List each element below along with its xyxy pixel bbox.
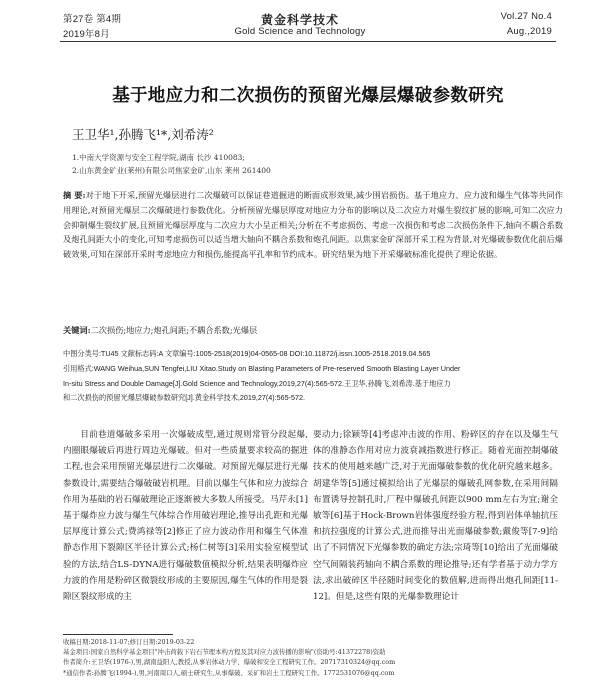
footnote-received: 收稿日期:2018-11-07;修订日期:2019-03-22 [63, 638, 195, 646]
footnote-funding: 基金项目:国家自然科学基金项目"冲击荷载下岩石节理本构方程及其对应力波传播的影响"(资助号:41372278)资助 [63, 648, 386, 657]
footnote-corresponding: *通信作者:孙腾飞(1994-),男,河南周口人,硕士研究生,从事爆破、采矿和岩土工程研究工作。1772531076@qq.com [63, 668, 395, 677]
volume-issue: 第27卷 第4期 [63, 14, 122, 25]
affiliation-2: 2.山东黄金矿业(莱州)有限公司焦家金矿,山东 莱州 261400 [72, 166, 271, 175]
journal-title-en: Gold Science and Technology [234, 26, 366, 37]
body-column-right [313, 427, 558, 605]
abstract-label: 摘 要: [63, 190, 86, 200]
citation-line-3: 和二次损伤的预留光爆层爆破参数研究[J].黄金科学技术,2019,27(4):565-572. [63, 393, 306, 402]
journal-title-cn: 黄金科学技术 [260, 13, 339, 27]
header-rule [60, 41, 556, 42]
keywords-text: 二次损伤;地应力;炮孔间距;不耦合系数;光爆层 [90, 325, 258, 335]
abstract [63, 188, 563, 262]
keywords-label: 关键词: [63, 325, 91, 335]
footnote-rule [63, 634, 173, 635]
body-column-left [63, 427, 308, 605]
abstract-text: 对于地下开采,预留光爆层进行二次爆破可以保证巷道掘进的断面成形效果,减少围岩损伤。基于地应力、应力波和爆生气体等共同作用理论,对预留光爆层二次爆破进行参数优化。分析预留光爆层厚度对地应力分布的影响以及二次应力对爆生裂纹扩展的影响,可知二次应力会抑制爆生裂纹扩展,且预留光爆层厚度与二次应力大小呈正相关;分析在不考虑损伤、考虑一次损伤和考虑二次损伤条件下,轴向不耦合系数及炮孔间距大小的变化,可知考虑损伤可以适当增大轴向不耦合系数和炮孔间距。以焦家金矿深部开采工程为背景,对光爆破参数优化前后爆破效果,可知在深部开采时考虑地应力和损伤,能提高平孔率和节约成本。研究结果为地下开采爆破标准化提供了理论依据。 [63, 190, 563, 260]
issue-date-en: Aug.,2019 [506, 26, 552, 37]
citation-line-1: 引用格式:WANG Weihua,SUN Tengfei,LIU Xitao.Study on Blasting Parameters of Pre-reserved Smooth Blasting Layer Under [63, 364, 461, 373]
citation-line-2: In-situ Stress and Double Damage[J].Gold Science and Technology,2019,27(4):565-572.王卫华,孙腾飞,刘希涛.基于地应力 [63, 379, 451, 388]
volume-issue-en: Vol.27 No.4 [500, 11, 552, 22]
affiliation-1: 1.中南大学资源与安全工程学院,湖南 长沙 410083; [72, 153, 245, 162]
body-left-paragraph: 目前巷道爆破多采用一次爆破成型,通过规则常管分段起爆,内圈眼爆破后再进行周边光爆破。但对一些质量要求较高的掘进工程,也会采用预留光爆层进行二次爆破。对预留光爆层进行光爆参数设计,需要结合爆破破岩机理。目前以爆生气体和应力波综合作用为基础的岩石爆破理论正逐渐被大多数人所接受。马芹永[1]基于爆炸应力波与爆生气体综合作用破岩理论,推导出孔距和光爆层厚度计算公式;费鸿禄等[2]修正了应力波动作用和爆生气体准静态作用下裂隙区半径计算公式;杨仁树等[3]采用实验室模型试验的方法,结合LS-DYNA进行爆破数值模拟分析,结果表明爆炸应力波的作用是粉碎区微裂纹形成的主要原因,爆生气体的作用是裂隙区裂纹形成的主 [63, 430, 308, 603]
footnote-author: 作者简介:王卫华(1976-),男,湖南益阳人,教授,从事岩体动力学、爆破和安全工程研究工作。20717310324@qq.com [63, 658, 396, 667]
article-title: 基于地应力和二次损伤的预留光爆层爆破参数研究 [112, 86, 504, 106]
authors: 王卫华¹,孙腾飞¹*,刘希涛² [72, 127, 214, 142]
body-right-paragraph: 要动力;徐颖等[4]考虑冲击波的作用、粉碎区的存在以及爆生气体的准静态作用对应力波衰减指数进行修正。随着光面控制爆破技术的使用越来越广泛,对于光面爆破参数的优化研究越来越多。胡建华等[5]通过模拟给出了光爆层的爆破孔网参数,在采用间隔布置诱导控制孔时,厂程中爆破孔间距以900 mm左右为宜;谢全敏等[6]基于Hock-Brown岩体强度经验方程,得到岩体单轴抗压和抗拉强度的计算公式,进而推导出光面爆破参数;戴俊等[7-9]给出了不同情况下光爆参数的确定方法;宗琦等[10]给出了光面爆破空气间隔装药轴向不耦合系数的理论推导;还有学者基于动力学方法,求出破碎区半径随时间变化的数值解,进而得出炮孔间距[11-12]。但是,这些有限的光爆参数理论计 [313, 430, 558, 603]
issue-date: 2019年8月 [63, 29, 110, 40]
keywords [63, 325, 257, 336]
footnotes [63, 637, 568, 678]
classification-line: 中图分类号:TU45 文献标志码:A 文章编号:1005-2518(2019)04-0565-08 DOI:10.11872/j.issn.1005-2518.2019.04.565 [63, 349, 431, 358]
